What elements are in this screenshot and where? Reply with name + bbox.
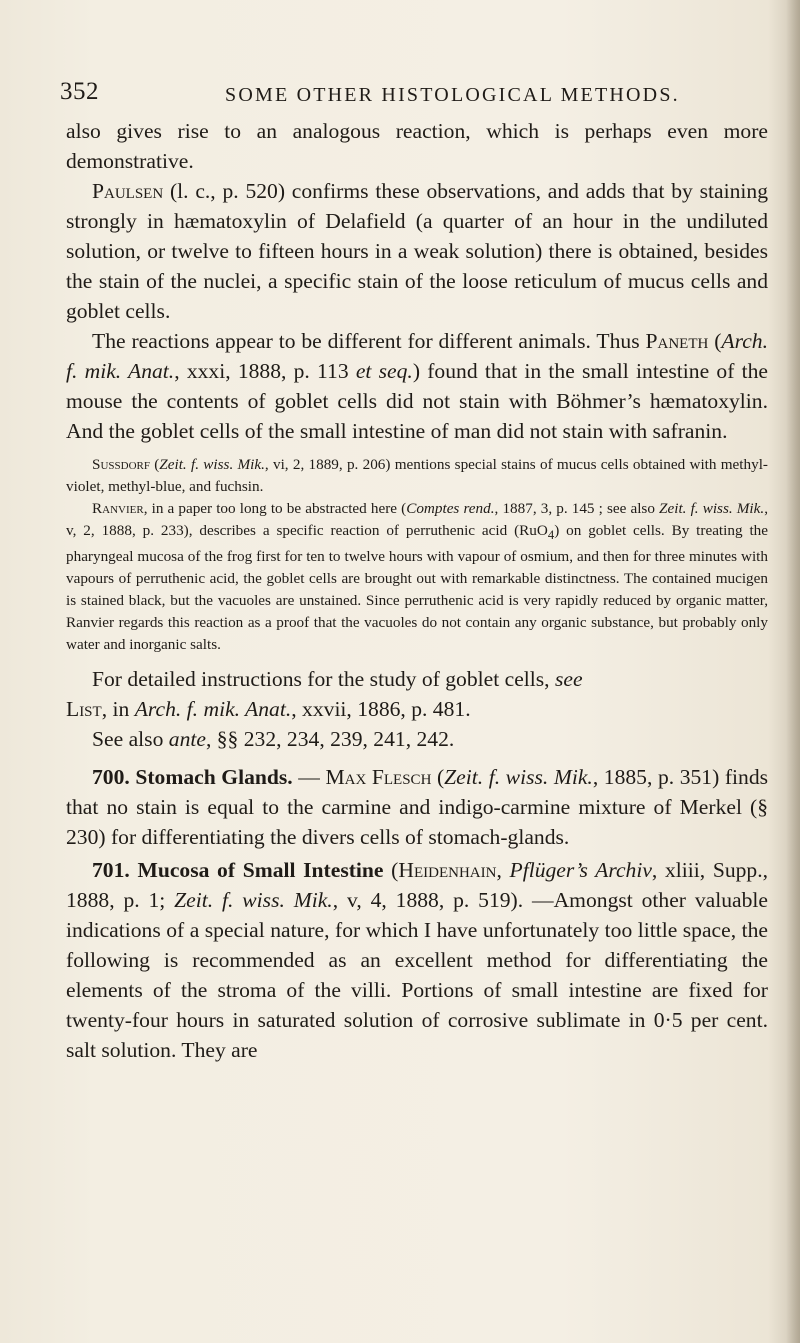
- paragraph-text: , v, 4, 1888, p. 519). —Amongst other valuable indications of a special nature, for which I have unfortunately too little space, the following is recommended as an excellent method for differentiating the elements of the stroma of the villi. Portions of small intestine are fixed for twenty-four hours in saturated solution of corrosive sublimate in 0·5 per cent. salt solution. They are: [66, 888, 768, 1063]
- see-reference: see: [554, 667, 583, 692]
- section-701: [66, 855, 768, 1065]
- paragraph-continuation: [66, 116, 768, 176]
- paragraph-text: For detailed instructions for the study of goblet cells,: [92, 667, 555, 692]
- paragraph-paneth: [66, 326, 768, 446]
- page-edge-shadow: [786, 0, 800, 1343]
- paragraph-see-also: [66, 724, 768, 754]
- paragraph-text: The reactions appear to be different for different animals. Thus: [92, 329, 646, 353]
- paragraph-text: (: [431, 765, 445, 790]
- paragraph-text: (: [708, 329, 722, 353]
- paragraph-text: , xxxi, 1888, p. 113: [174, 359, 356, 383]
- paragraph-text: , in: [101, 697, 135, 722]
- journal-reference: Comptes rend.: [406, 500, 495, 517]
- page-number: 352: [60, 78, 99, 105]
- page-header: [60, 78, 760, 112]
- running-head: SOME OTHER HISTOLOGICAL METHODS.: [225, 84, 680, 106]
- subscript: 4: [547, 528, 555, 543]
- author-name: Heidenhain: [398, 858, 497, 883]
- paragraph-text: also gives rise to an analogous reaction, which is perhaps even more demonstrative.: [66, 119, 768, 173]
- journal-reference: Pflüger’s Archiv: [509, 858, 652, 883]
- paragraph-text: See also: [92, 727, 169, 752]
- journal-reference: Zeit. f. wiss. Mik.: [174, 888, 333, 913]
- paragraph-text: , v, 2, 1888, p. 233), describes a specific reaction of perruthenic acid (RuO: [66, 500, 768, 539]
- section-heading: 701. Mucosa of Small Intestine: [92, 858, 384, 883]
- author-name: Paneth: [645, 329, 709, 353]
- dash: —: [292, 765, 326, 790]
- paragraph-text: (: [383, 858, 399, 883]
- author-name: Sussdorf: [92, 456, 150, 473]
- paragraph-text: ,: [496, 858, 510, 883]
- cross-reference: ante: [168, 727, 206, 752]
- paragraph-text: , in a paper too long to be abstracted here (: [143, 500, 407, 517]
- journal-reference: Zeit. f. wiss. Mik.: [659, 500, 765, 517]
- paragraph-text: ) found that in the small intestine of the mouse the contents of goblet cells did not stain with Böhmer’s hæmatoxylin. And the goblet cells of the small intestine of man did not stain with safranin.: [66, 359, 768, 443]
- section-700: [66, 762, 768, 852]
- section-heading: 700. Stomach Glands.: [92, 765, 293, 790]
- journal-reference: Zeit. f. wiss. Mik.: [444, 765, 593, 790]
- paragraph-paulsen: [66, 176, 768, 326]
- journal-reference: Zeit. f. wiss. Mik.: [159, 456, 265, 473]
- paragraph-text: , §§ 232, 234, 239, 241, 242.: [205, 727, 455, 752]
- author-name: Paulsen: [92, 179, 164, 203]
- author-name: Ranvier: [92, 500, 144, 517]
- journal-reference: Arch. f. mik. Anat.: [134, 697, 292, 722]
- paragraph-text: , 1885, p. 351) finds that no stain is equal to the carmine and indigo-carmine mixture of Merkel (§ 230) for differentiating the divers cells of stomach-glands.: [66, 765, 769, 850]
- paragraph-list: [66, 664, 768, 724]
- paragraph-text: , vi, 2, 1889, p. 206) mentions special stains of mucus cells obtained with methyl-violet, methyl-blue, and fuchsin.: [66, 456, 768, 495]
- author-name: List: [66, 697, 102, 722]
- paragraph-text: , xliii, Supp., 1888, p. 1;: [66, 858, 769, 913]
- journal-reference: Arch. f. mik. Anat.: [66, 329, 768, 383]
- note-sussdorf: [66, 454, 768, 498]
- note-ranvier: [66, 498, 768, 656]
- page-body: [66, 116, 768, 1065]
- paragraph-text: (: [149, 456, 160, 473]
- paragraph-text: (l. c., p. 520) confirms these observations, and adds that by staining strongly in hæmatoxylin of Delafield (a quarter of an hour in the undiluted solution, or twelve to fifteen hours in a weak solution) there is obtained, besides the stain of the nuclei, a specific stain of the loose reticulum of mucus cells and goblet cells.: [66, 179, 768, 323]
- paragraph-text: , xxvii, 1886, p. 481.: [291, 697, 471, 722]
- paragraph-text: , 1887, 3, p. 145 ; see also: [494, 500, 660, 517]
- paragraph-text: ) on goblet cells. By treating the pharyngeal mucosa of the frog first for ten to twelve hours with vapour of osmium, and then for three minutes with vapours of perruthenic acid, the goblet cells are brought out with remarkable distinctness. The contained mucigen is stained black, but the vacuoles are unstained. Since perruthenic acid is very rapidly reduced by organic matter, Ranvier regards this reaction as a proof that the vacuoles do not contain any organic substance, but probably only water and inorganic salts.: [66, 522, 768, 654]
- author-name: Max Flesch: [325, 765, 432, 790]
- latin-phrase: et seq.: [355, 359, 413, 383]
